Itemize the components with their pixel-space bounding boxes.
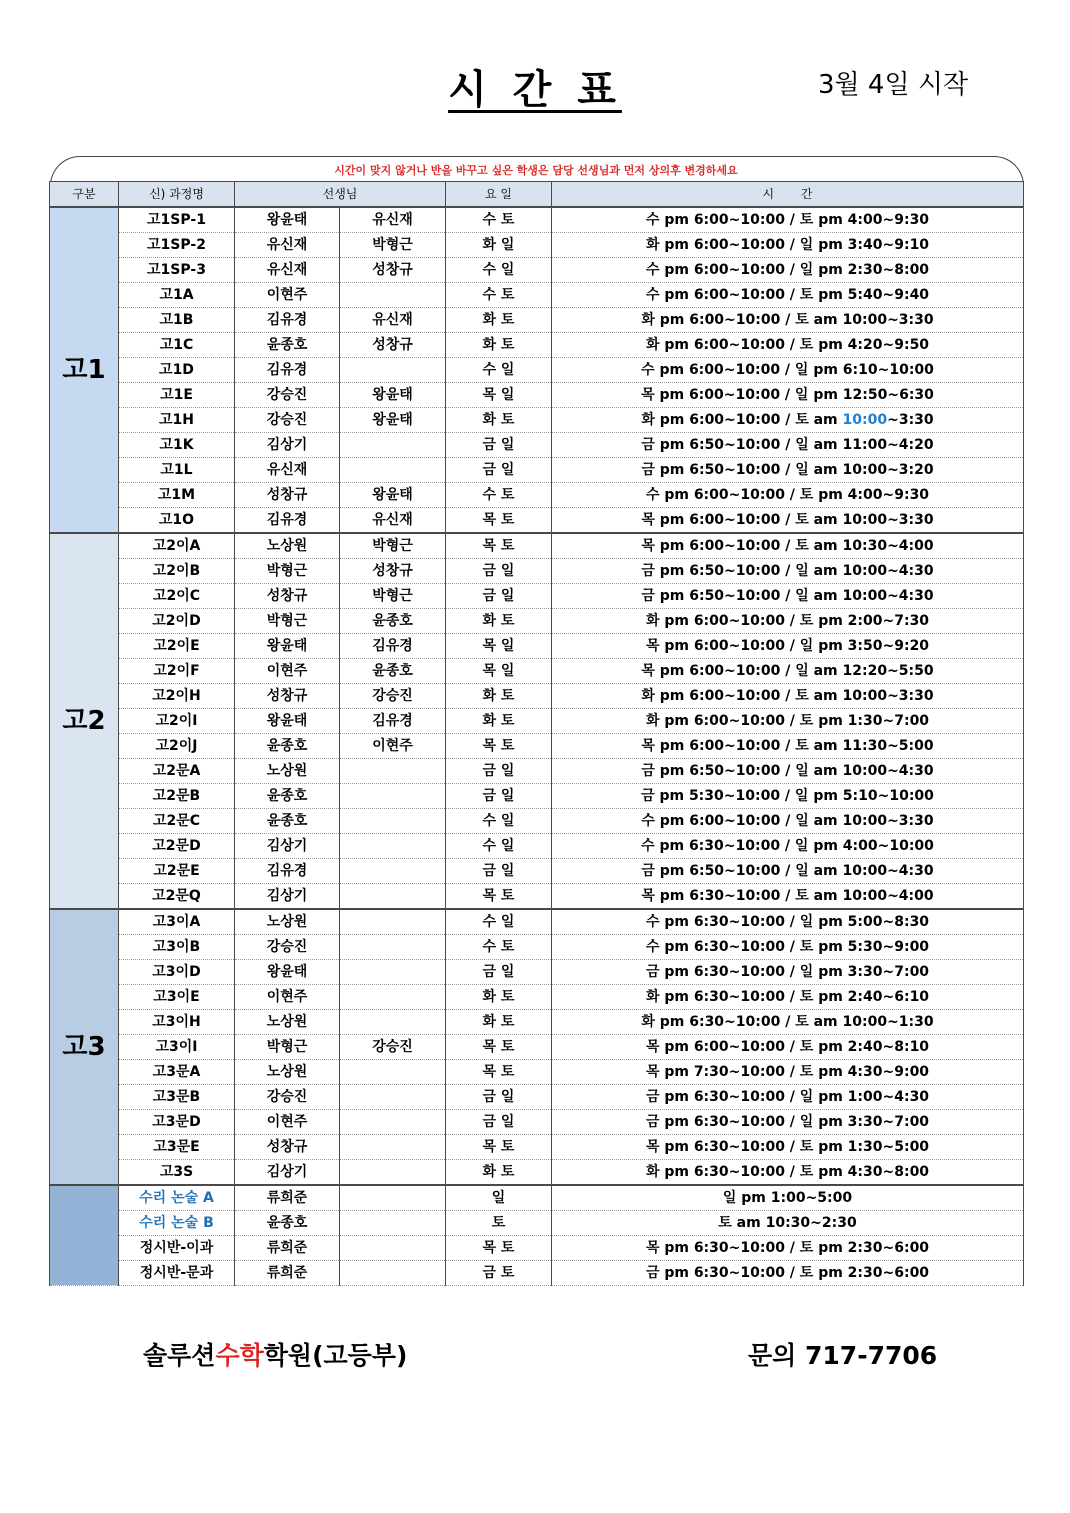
teacher-secondary [340,935,446,960]
table-row [50,333,1024,358]
course-name: 고2이A [119,533,235,559]
teacher-secondary: 강승진 [340,684,446,709]
course-name: 고3이I [119,1035,235,1060]
course-name: 고1C [119,333,235,358]
table-row [50,233,1024,258]
table-row [50,533,1024,559]
table-row [50,1085,1024,1110]
teacher-primary: 왕윤태 [235,634,340,659]
teacher-primary: 김유경 [235,358,340,383]
teacher-primary: 윤종호 [235,1211,340,1236]
course-name: 고3S [119,1160,235,1186]
teacher-primary: 강승진 [235,383,340,408]
table-row [50,584,1024,609]
class-time: 금 pm 6:50~10:00 / 일 am 10:00~3:20 [552,458,1024,483]
class-time: 화 pm 6:30~10:00 / 토 pm 4:30~8:00 [552,1160,1024,1186]
class-time: 화 pm 6:00~10:00 / 토 am 10:00~3:30 [552,684,1024,709]
table-row [50,1185,1024,1211]
teacher-primary: 류희준 [235,1261,340,1286]
teacher-secondary [340,909,446,935]
teacher-secondary [340,985,446,1010]
teacher-primary: 윤종호 [235,333,340,358]
schedule-table [49,181,1024,1286]
table-row [50,1035,1024,1060]
table-row [50,358,1024,383]
course-name: 고1H [119,408,235,433]
class-days: 화 토 [446,1160,552,1186]
teacher-secondary [340,433,446,458]
group-label [50,1185,119,1286]
teacher-primary: 이현주 [235,1110,340,1135]
teacher-secondary: 왕윤태 [340,408,446,433]
table-row [50,884,1024,910]
time-part: ~3:30 [887,412,934,428]
course-name: 고2이C [119,584,235,609]
table-row [50,483,1024,508]
class-days: 금 일 [446,1085,552,1110]
class-time: 목 pm 7:30~10:00 / 토 pm 4:30~9:00 [552,1060,1024,1085]
class-days: 금 일 [446,759,552,784]
teacher-primary: 노상원 [235,759,340,784]
teacher-secondary [340,1261,446,1286]
teacher-primary: 노상원 [235,909,340,935]
teacher-primary: 강승진 [235,1085,340,1110]
table-row [50,383,1024,408]
header-time: 시 간 [552,182,1024,208]
class-days: 화 토 [446,408,552,433]
table-row [50,935,1024,960]
class-days: 화 토 [446,308,552,333]
table-row [50,960,1024,985]
class-time: 금 pm 6:30~10:00 / 일 pm 1:00~4:30 [552,1085,1024,1110]
teacher-secondary: 유신재 [340,308,446,333]
header-group: 구분 [50,182,119,208]
course-name: 고2문E [119,859,235,884]
course-name: 고1SP-3 [119,258,235,283]
class-time: 화 pm 6:30~10:00 / 토 am 10:00~1:30 [552,1010,1024,1035]
teacher-secondary [340,884,446,910]
class-time: 목 pm 6:00~10:00 / 일 pm 3:50~9:20 [552,634,1024,659]
teacher-primary: 윤종호 [235,784,340,809]
class-days: 금 일 [446,960,552,985]
table-row [50,634,1024,659]
course-name: 고1K [119,433,235,458]
teacher-secondary [340,809,446,834]
class-time: 수 pm 6:00~10:00 / 토 pm 4:00~9:30 [552,207,1024,233]
class-time: 화 pm 6:00~10:00 / 토 pm 1:30~7:00 [552,709,1024,734]
course-name: 고2이D [119,609,235,634]
course-name: 고1SP-2 [119,233,235,258]
teacher-secondary [340,1211,446,1236]
class-time: 수 pm 6:00~10:00 / 일 am 10:00~3:30 [552,809,1024,834]
teacher-secondary: 왕윤태 [340,483,446,508]
teacher-primary: 이현주 [235,283,340,308]
class-days: 수 일 [446,909,552,935]
class-days: 수 일 [446,258,552,283]
class-time: 금 pm 5:30~10:00 / 일 pm 5:10~10:00 [552,784,1024,809]
teacher-secondary [340,1160,446,1186]
teacher-secondary [340,283,446,308]
table-row [50,759,1024,784]
course-name: 고2문B [119,784,235,809]
course-name: 고2문Q [119,884,235,910]
class-time: 금 pm 6:30~10:00 / 일 pm 3:30~7:00 [552,960,1024,985]
teacher-secondary: 유신재 [340,508,446,534]
class-days: 화 토 [446,333,552,358]
teacher-secondary [340,1236,446,1261]
teacher-secondary: 왕윤태 [340,383,446,408]
class-time: 목 pm 6:00~10:00 / 토 am 10:30~4:00 [552,533,1024,559]
course-name: 고2이I [119,709,235,734]
time-part: 화 pm 6:00~10:00 / 토 am [641,412,843,428]
teacher-secondary: 강승진 [340,1035,446,1060]
course-name: 고2이H [119,684,235,709]
class-days: 화 토 [446,709,552,734]
table-row [50,859,1024,884]
teacher-secondary [340,358,446,383]
table-row [50,258,1024,283]
course-name: 정시반-이과 [119,1236,235,1261]
teacher-secondary: 유신재 [340,207,446,233]
table-row [50,784,1024,809]
course-name: 고3문B [119,1085,235,1110]
course-name: 고2이J [119,734,235,759]
class-time: 금 pm 6:30~10:00 / 일 pm 3:30~7:00 [552,1110,1024,1135]
class-time: 금 pm 6:50~10:00 / 일 am 10:00~4:30 [552,584,1024,609]
table-row [50,207,1024,233]
class-days: 목 토 [446,1135,552,1160]
course-name: 고3이A [119,909,235,935]
course-name: 고3이B [119,935,235,960]
teacher-secondary: 윤종호 [340,609,446,634]
teacher-primary: 김유경 [235,308,340,333]
class-time: 금 pm 6:50~10:00 / 일 am 10:00~4:30 [552,859,1024,884]
teacher-primary: 이현주 [235,985,340,1010]
teacher-secondary [340,1060,446,1085]
table-row [50,559,1024,584]
header-days: 요 일 [446,182,552,208]
course-name: 고1A [119,283,235,308]
teacher-primary: 김상기 [235,433,340,458]
class-time: 금 pm 6:50~10:00 / 일 am 10:00~4:30 [552,559,1024,584]
class-time: 수 pm 6:00~10:00 / 일 pm 6:10~10:00 [552,358,1024,383]
class-days: 화 토 [446,609,552,634]
highlighted-time: 10:00 [842,412,888,428]
class-time: 수 pm 6:30~10:00 / 토 pm 5:30~9:00 [552,935,1024,960]
class-days: 목 토 [446,508,552,534]
class-time: 목 pm 6:00~10:00 / 일 pm 12:50~6:30 [552,383,1024,408]
table-row [50,659,1024,684]
teacher-primary: 유신재 [235,458,340,483]
teacher-secondary [340,1010,446,1035]
class-days: 수 일 [446,809,552,834]
class-time: 화 pm 6:00~10:00 / 토 pm 4:20~9:50 [552,333,1024,358]
course-name: 고3이H [119,1010,235,1035]
table-row [50,408,1024,433]
class-days: 일 [446,1185,552,1211]
table-row [50,834,1024,859]
class-time: 화 pm 6:00~10:00 / 일 pm 3:40~9:10 [552,233,1024,258]
class-days: 금 토 [446,1261,552,1286]
teacher-primary: 김상기 [235,834,340,859]
teacher-primary: 성창규 [235,584,340,609]
class-time: 수 pm 6:30~10:00 / 일 pm 5:00~8:30 [552,909,1024,935]
teacher-primary: 성창규 [235,1135,340,1160]
class-days: 토 [446,1211,552,1236]
table-row [50,1211,1024,1236]
class-days: 목 토 [446,884,552,910]
class-time: 토 am 10:30~2:30 [552,1211,1024,1236]
class-days: 금 일 [446,859,552,884]
teacher-primary: 김유경 [235,508,340,534]
class-time: 수 pm 6:00~10:00 / 토 pm 4:00~9:30 [552,483,1024,508]
table-row [50,1060,1024,1085]
teacher-secondary [340,859,446,884]
group-label: 고2 [50,533,119,909]
teacher-primary: 강승진 [235,408,340,433]
teacher-secondary [340,1110,446,1135]
class-time: 목 pm 6:00~10:00 / 토 am 10:00~3:30 [552,508,1024,534]
table-row [50,1110,1024,1135]
teacher-primary: 성창규 [235,483,340,508]
class-time: 금 pm 6:30~10:00 / 토 pm 2:30~6:00 [552,1261,1024,1286]
table-row [50,1261,1024,1286]
teacher-secondary: 박형근 [340,533,446,559]
academy-name: 솔루션수학학원(고등부) [143,1341,408,1370]
class-days: 목 토 [446,1236,552,1261]
class-days: 화 토 [446,684,552,709]
course-name: 고2문C [119,809,235,834]
course-name: 수리 논술 B [119,1211,235,1236]
teacher-secondary: 윤종호 [340,659,446,684]
class-days: 수 토 [446,483,552,508]
class-days: 금 일 [446,784,552,809]
teacher-primary: 성창규 [235,684,340,709]
class-days: 화 토 [446,1010,552,1035]
table-row [50,1160,1024,1186]
course-name: 고1L [119,458,235,483]
header-teacher: 선생님 [235,182,446,208]
teacher-secondary: 김유경 [340,709,446,734]
teacher-secondary [340,834,446,859]
course-name: 수리 논술 A [119,1185,235,1211]
class-time: 목 pm 6:00~10:00 / 일 am 12:20~5:50 [552,659,1024,684]
teacher-secondary [340,1185,446,1211]
course-name: 고1D [119,358,235,383]
class-days: 수 토 [446,207,552,233]
course-name: 고2문A [119,759,235,784]
class-time: 수 pm 6:00~10:00 / 토 pm 5:40~9:40 [552,283,1024,308]
class-time: 화 pm 6:00~10:00 / 토 am 10:00~3:30 [552,308,1024,333]
class-time: 목 pm 6:00~10:00 / 토 am 11:30~5:00 [552,734,1024,759]
teacher-primary: 노상원 [235,1010,340,1035]
teacher-secondary: 박형근 [340,233,446,258]
teacher-primary: 박형근 [235,559,340,584]
teacher-secondary [340,1085,446,1110]
course-name: 고2이E [119,634,235,659]
group-label: 고1 [50,207,119,533]
course-name: 고2이F [119,659,235,684]
teacher-primary: 김상기 [235,884,340,910]
table-row [50,734,1024,759]
teacher-primary: 노상원 [235,533,340,559]
table-row [50,433,1024,458]
teacher-secondary: 성창규 [340,333,446,358]
table-row [50,458,1024,483]
class-time: 수 pm 6:00~10:00 / 일 pm 2:30~8:00 [552,258,1024,283]
table-row [50,909,1024,935]
teacher-primary: 박형근 [235,1035,340,1060]
class-days: 금 일 [446,1110,552,1135]
teacher-primary: 유신재 [235,258,340,283]
course-name: 고3문A [119,1060,235,1085]
course-name: 고3문D [119,1110,235,1135]
class-days: 금 일 [446,559,552,584]
header-course: 신) 과정명 [119,182,235,208]
start-date-note: 3월 4일 시작 [818,70,969,100]
teacher-secondary [340,458,446,483]
class-days: 목 일 [446,659,552,684]
class-days: 목 일 [446,634,552,659]
course-name: 고2문D [119,834,235,859]
class-time: 화 pm 6:30~10:00 / 토 pm 2:40~6:10 [552,985,1024,1010]
class-days: 수 일 [446,834,552,859]
teacher-secondary: 이현주 [340,734,446,759]
course-name: 고1SP-1 [119,207,235,233]
course-name: 고1O [119,508,235,534]
class-days: 금 일 [446,584,552,609]
class-days: 목 토 [446,734,552,759]
teacher-secondary: 성창규 [340,559,446,584]
teacher-primary: 왕윤태 [235,960,340,985]
teacher-secondary: 성창규 [340,258,446,283]
class-days: 화 일 [446,233,552,258]
class-days: 금 일 [446,433,552,458]
class-time: 수 pm 6:30~10:00 / 일 pm 4:00~10:00 [552,834,1024,859]
table-row [50,508,1024,534]
teacher-primary: 유신재 [235,233,340,258]
table-row [50,283,1024,308]
class-time: 화 pm 6:00~10:00 / 토 pm 2:00~7:30 [552,609,1024,634]
teacher-secondary: 김유경 [340,634,446,659]
teacher-secondary [340,784,446,809]
course-name: 고1B [119,308,235,333]
table-row [50,809,1024,834]
teacher-secondary [340,1135,446,1160]
teacher-primary: 노상원 [235,1060,340,1085]
table-row [50,684,1024,709]
class-days: 화 토 [446,985,552,1010]
class-time: 목 pm 6:30~10:00 / 토 am 10:00~4:00 [552,884,1024,910]
teacher-secondary [340,960,446,985]
course-name: 고3이D [119,960,235,985]
teacher-primary: 김유경 [235,859,340,884]
course-name: 고1E [119,383,235,408]
teacher-secondary [340,759,446,784]
teacher-primary: 류희준 [235,1236,340,1261]
class-time: 목 pm 6:00~10:00 / 토 pm 2:40~8:10 [552,1035,1024,1060]
teacher-primary: 왕윤태 [235,709,340,734]
table-row [50,308,1024,333]
class-days: 목 일 [446,383,552,408]
class-time: 목 pm 6:30~10:00 / 토 pm 2:30~6:00 [552,1236,1024,1261]
table-row [50,609,1024,634]
course-name: 정시반-문과 [119,1261,235,1286]
teacher-primary: 왕윤태 [235,207,340,233]
teacher-primary: 윤종호 [235,734,340,759]
class-days: 목 토 [446,1035,552,1060]
teacher-primary: 박형근 [235,609,340,634]
table-header-row [50,182,1024,208]
class-days: 수 일 [446,358,552,383]
table-row [50,1010,1024,1035]
class-days: 목 토 [446,533,552,559]
class-days: 목 토 [446,1060,552,1085]
table-row [50,985,1024,1010]
course-name: 고1M [119,483,235,508]
table-row [50,709,1024,734]
group-label: 고3 [50,909,119,1185]
class-time: 금 pm 6:50~10:00 / 일 am 11:00~4:20 [552,433,1024,458]
notice-text: 시간이 맞지 않거나 반을 바꾸고 싶은 학생은 담당 선생님과 먼저 상의후 변경하세요 [334,164,738,177]
class-days: 금 일 [446,458,552,483]
course-name: 고3이E [119,985,235,1010]
teacher-primary: 강승진 [235,935,340,960]
teacher-secondary: 박형근 [340,584,446,609]
class-time: 목 pm 6:30~10:00 / 토 pm 1:30~5:00 [552,1135,1024,1160]
course-name: 고3문E [119,1135,235,1160]
table-row [50,1236,1024,1261]
page-title: 시 간 표 [448,67,622,113]
class-days: 수 토 [446,283,552,308]
class-time: 금 pm 6:50~10:00 / 일 am 10:00~4:30 [552,759,1024,784]
class-time [552,408,1024,433]
teacher-primary: 류희준 [235,1185,340,1211]
class-days: 수 토 [446,935,552,960]
contact-phone: 문의 717-7706 [748,1341,938,1370]
teacher-primary: 윤종호 [235,809,340,834]
class-time: 일 pm 1:00~5:00 [552,1185,1024,1211]
teacher-primary: 김상기 [235,1160,340,1186]
course-name: 고2이B [119,559,235,584]
teacher-primary: 이현주 [235,659,340,684]
table-row [50,1135,1024,1160]
